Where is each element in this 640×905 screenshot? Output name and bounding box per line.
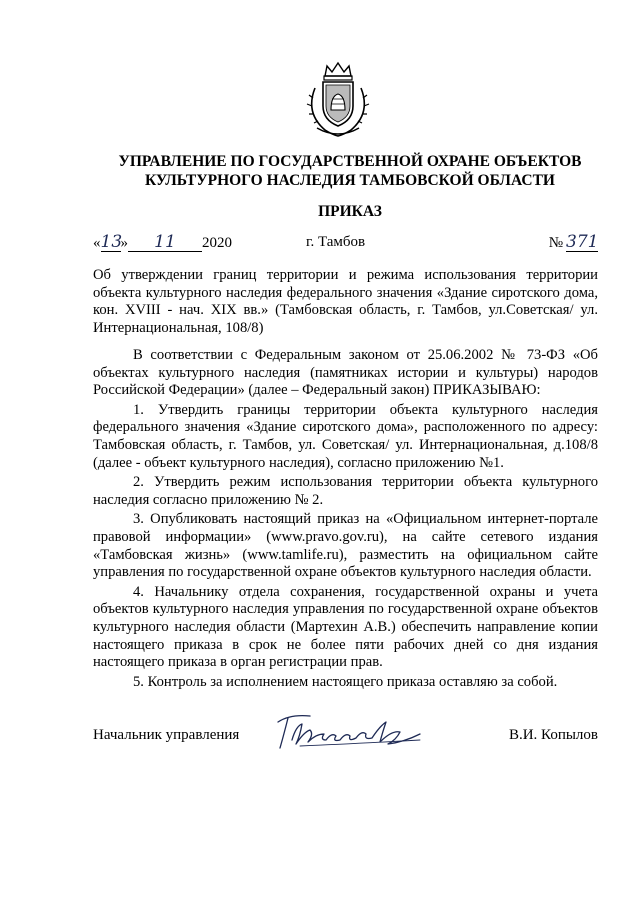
number-prefix: № <box>548 235 563 251</box>
date-day: 13 <box>100 232 123 252</box>
document-number <box>549 234 598 252</box>
date-day-field <box>101 234 121 252</box>
order-item-1: 1. Утвердить границы территории объекта культурного наследия федерального значения «Здание сиротского дома», расположенного по адресу: Тамбовская область, г. Тамбов, ул. Советская/ ул. Интернациональная, д.108/8 (далее - объект культурного наследия), согласно приложению №1. <box>93 401 598 471</box>
order-item-5: 5. Контроль за исполнением настоящего приказа оставляю за собой. <box>133 673 558 690</box>
number-value: 371 <box>566 232 599 252</box>
document-body <box>93 347 598 693</box>
order-item-3: 3. Опубликовать настоящий приказ на «Официальном интернет-портале правовой информации» (www.pravo.gov.ru), на сайте сетевого издания «Тамбовская жизнь» (www.tamlife.ru), разместить на официальном сайте управления по государственной охране объектов культурного наследия области. <box>93 511 598 581</box>
order-item-4: 4. Начальнику отдела сохранения, государственной охраны и учета объектов культурного наследия управления по государственной охране объектов культурного наследия области (Мартехин А.В.) обеспечить направление копии настоящего приказа в срок не более пяти рабочих дней со дня издания настоящего приказа в орган регистрации прав. <box>93 583 598 671</box>
document-subject: Об утверждении границ территории и режима использования территории объекта культурного наследия федерального значения «Здание сиротского дома, кон. XVIII - нач. XIX вв.» (Тамбовская область, г. Тамбов, ул.Советская/ ул. Интернациональная, 108/8) <box>93 267 598 336</box>
date-month-field <box>128 234 202 252</box>
date-month: 11 <box>154 232 176 252</box>
date-quote-open: « <box>93 235 101 251</box>
preamble-paragraph: В соответствии с Федеральным законом от 25.06.2002 № 73-ФЗ «Об объектах культурного наследия (памятниках истории и культуры) народов Российской Федерации» (далее – Федеральный закон) ПРИКАЗЫВАЮ: <box>93 347 598 399</box>
document-title: ПРИКАЗ <box>318 203 382 220</box>
document-date <box>93 234 232 252</box>
signatory-name: В.И. Копылов <box>508 727 598 743</box>
number-field <box>566 234 598 252</box>
organization-name-line1: УПРАВЛЕНИЕ ПО ГОСУДАРСТВЕННОЙ ОХРАНЕ ОБЪЕКТОВ <box>118 153 582 170</box>
organization-name-line2: КУЛЬТУРНОГО НАСЛЕДИЯ ТАМБОВСКОЙ ОБЛАСТИ <box>145 172 555 189</box>
coat-of-arms-icon <box>303 58 373 138</box>
order-item-2: 2. Утвердить режим использования территории объекта культурного наследия согласно приложению № 2. <box>93 474 598 508</box>
document-city: г. Тамбов <box>306 234 366 250</box>
signatory-position: Начальник управления <box>93 727 240 743</box>
date-year: 2020 <box>202 235 232 251</box>
date-quote-close: » <box>120 235 128 251</box>
handwritten-signature-icon <box>270 704 430 754</box>
